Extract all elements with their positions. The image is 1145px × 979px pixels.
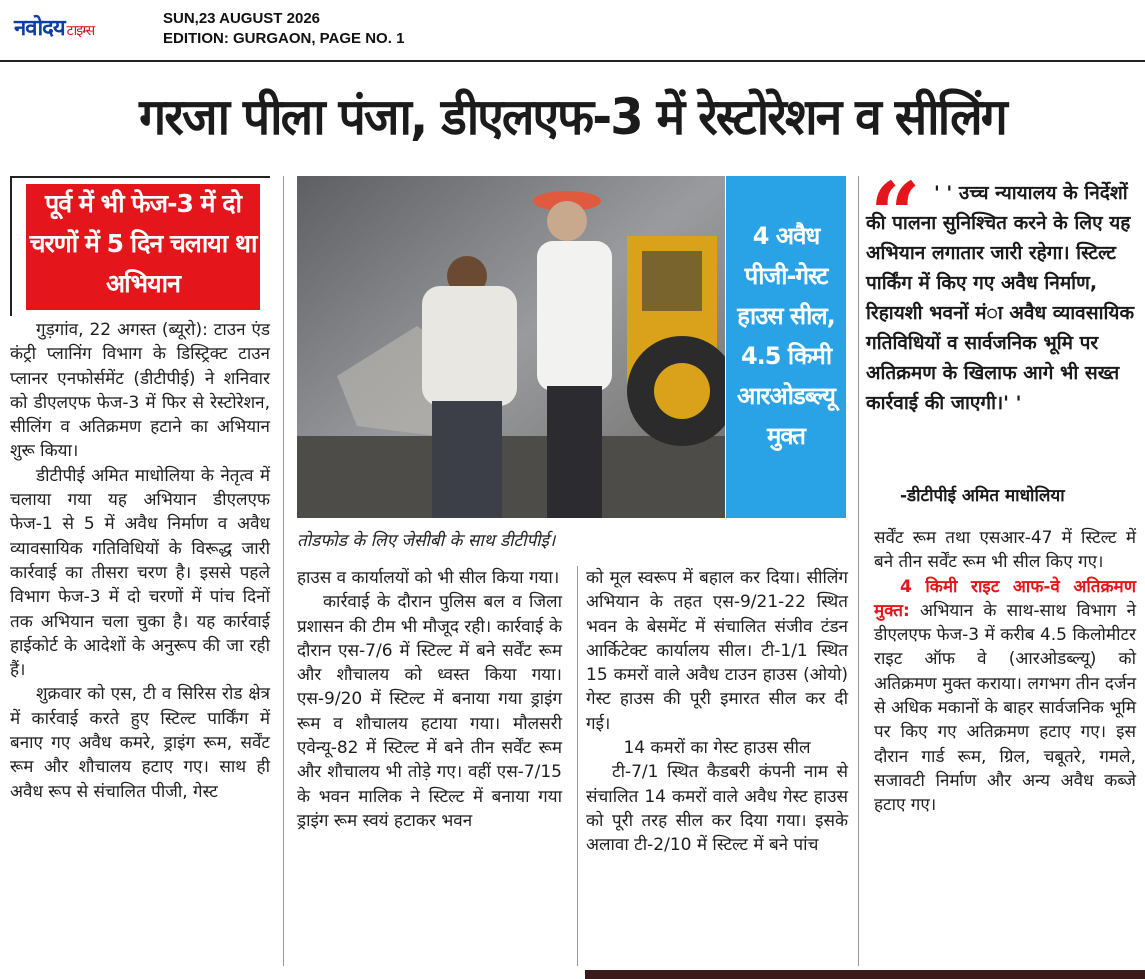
paragraph: गुड़गांव, 22 अगस्त (ब्यूरो): टाउन एंड कंट्री प्लानिंग विभाग के डिस्ट्रिक्ट टाउन प्लानर एनफोर्समेंट (डीटीपीई) ने शनिवार को डीएलएफ फेज-3 में फिर से रेस्टोरेशन, सीलिंग व अतिक्रमण हटाने का अभियान शुरू किया।	[10, 320, 270, 462]
newspaper-logo[interactable]	[14, 12, 94, 42]
paragraph-text: अभियान के साथ-साथ विभाग ने डीएलएफ फेज-3 में करीब 4.5 किलोमीटर राइट ऑफ वे (आरओडब्ल्यू) को अतिक्रमण मुक्त कराया। लगभग तीन दर्जन से अधिक मकानों के बाहर सार्वजनिक भूमि पर किए गए अतिक्रमण हटाए गए। इस दौरान गार्ड रूम, ग्रिल, चबूतरे, गमले, सजावटी निर्माण और अन्य अवैध कब्जे हटाए गए।	[874, 600, 1137, 816]
quote-attribution: -डीटीपीई अमित माधोलिया	[900, 486, 1065, 506]
paragraph: शुक्रवार को एस, टी व सिरिस रोड क्षेत्र में कार्रवाई करते हुए स्टिल्ट पार्किंग में बनाए गए अवैध कमरे, ड्राइंग रूम, सर्वेंट रूम और शौचालय हटाए गए। साथ ही अवैध रूप से संचालित पीजी, गेस्ट	[10, 684, 270, 802]
edition-info	[163, 9, 404, 49]
paragraph: डीटीपीई अमित माधोलिया के नेतृत्व में चलाया गया यह अभियान डीएलएफ फेज-1 से 5 में अवैध निर्माण व अवैध व्यावसायिक गतिविधियों के विरूद्ध जारी कार्रवाई का तीसरा चरण है। इससे पहले विभाग फेज-3 में दो चरणों में पांच दिनों तक अभियान चला चुका है। यह कार्रवाई हाईकोर्ट के आदेशों के अनुरूप की जा रही हैं।	[10, 465, 270, 681]
photo-caption: तोडफोड के लिए जेसीबी के साथ डीटीपीई।	[297, 531, 556, 551]
quote-text: ' ' उच्च न्यायालय के निर्देशों की पालना सुनिश्चित करने के लिए यह अभियान लगातार जारी रहेगा। स्टिल्ट पार्किंग में किए गए अवैध निर्माण, रिहायशी भवनों मंा अवैध व्यावसायिक गतिविधियों व सार्वजनिक भूमि पर अतिक्रमण के खिलाफ आगे भी सख्त कार्रवाई की जाएगी।' '	[866, 182, 1135, 414]
logo-sub: टाइम्स	[66, 23, 95, 39]
quote-icon: “	[870, 162, 921, 266]
paragraph	[874, 575, 1136, 818]
paragraph: कार्रवाई के दौरान पुलिस बल व जिला प्रशासन की टीम भी मौजूद रही। कार्रवाई के दौरान एस-7/6 में स्टिल्ट में बने सर्वेंट रूम और शौचालय को ध्वस्त किया गया। एस-9/20 में स्टिल्ट में बनाया गया ड्राइंग रूम व शौचालय हटाया गया। मौलसरी एवेन्यू-82 में स्टिल्ट में बने तीन सर्वेंट रूम और शौचालय भी तोड़े गए। वहीं एस-7/15 के भवन मालिक ने स्टिल्ट में बनाया गया ड्राइंग रूम स्वयं हटाकर भवन	[297, 592, 562, 831]
column-divider	[577, 566, 578, 966]
red-highlight-box	[10, 176, 270, 316]
photo-illustration	[297, 176, 725, 518]
article-column-1	[10, 318, 270, 804]
blue-highlight-box: 4 अवैध पीजी-गेस्ट हाउस सील, 4.5 किमी आरओडब्ल्यू मुक्त	[726, 176, 846, 518]
jcb-machine	[627, 236, 725, 446]
page-headline: गरजा पीला पंजा, डीएलएफ-3 में रेस्टोरेशन व सीलिंग	[139, 88, 1006, 146]
pull-quote	[866, 178, 1136, 418]
column-divider	[283, 176, 284, 966]
bottom-border	[585, 970, 1145, 979]
red-subheading: 4 किमी राइट आफ-वे अतिक्रमण मुक्त:	[874, 576, 1136, 621]
article-column-2	[297, 566, 562, 833]
edition-line: EDITION: GURGAON, PAGE NO. 1	[163, 30, 405, 47]
column-divider	[858, 176, 859, 966]
news-photo[interactable]	[297, 176, 725, 518]
subheading: 14 कमरों का गेस्ट हाउस सील	[623, 738, 811, 759]
paragraph: सर्वेंट रूम तथा एसआर-47 में स्टिल्ट में बने तीन सर्वेंट रूम भी सील किए गए।	[874, 528, 1136, 573]
red-highlight-text: पूर्व में भी फेज-3 में दो चरणों में 5 दिन चलाया था अभियान	[26, 184, 260, 310]
paragraph: टी-7/1 स्थित कैडबरी कंपनी नाम से संचालित 14 कमरों वाले अवैध गेस्ट हाउस को पूरी तरह सील कर दिया गया। इसके अलावा टी-2/10 में स्टिल्ट में बने पांच	[586, 762, 848, 856]
paragraph: को मूल स्वरूप में बहाल कर दिया। सीलिंग अभियान के तहत एस-9/21-22 स्थित भवन के बेसमेंट में संचालित संजीव टंडन आर्किटेक्ट कार्यालय सील। टी-1/1 स्थित 15 कमरों वाले अवैध टाउन हाउस (ओयो) गेस्ट हाउस की पूरी इमारत सील कर दी गई।	[586, 568, 848, 734]
date-line: SUN,23 AUGUST 2026	[163, 10, 321, 27]
logo-main: नवोदय	[14, 16, 65, 41]
article-column-3	[586, 566, 848, 858]
paragraph: हाउस व कार्यालयों को भी सील किया गया।	[297, 568, 560, 588]
masthead	[0, 0, 1145, 62]
article-column-4	[874, 526, 1136, 818]
